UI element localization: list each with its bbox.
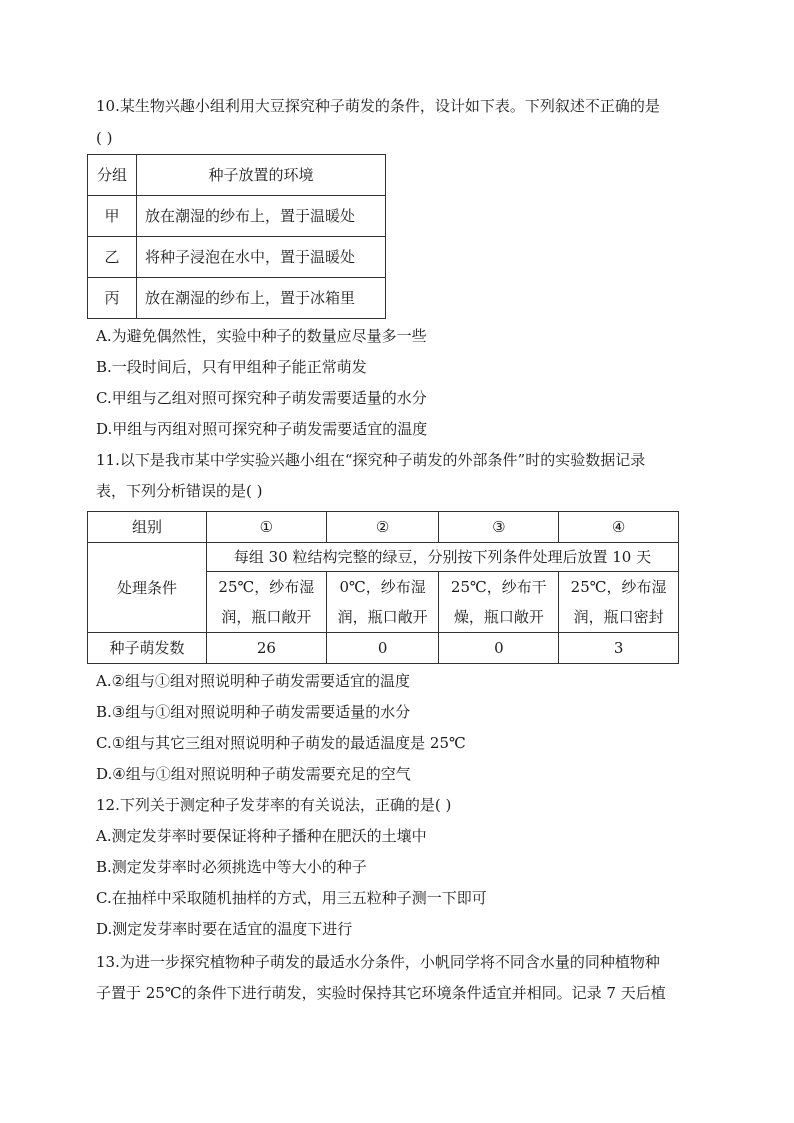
table-cell: 放在潮湿的纱布上，置于冰箱里 <box>137 278 386 319</box>
condition-line: 25℃，纱布湿 <box>218 578 315 596</box>
q11-option-b: B.③组与①组对照说明种子萌发需要适量的水分 <box>96 703 411 721</box>
table-row <box>88 155 386 196</box>
q10-stem-line2: ( ) <box>96 129 113 147</box>
q11-table <box>87 511 679 664</box>
table-header-cell: ① <box>207 512 327 543</box>
table-cell: 0 <box>326 633 439 664</box>
q11-stem-line2: 表，下列分析错误的是( ) <box>96 482 263 500</box>
q11-stem-line1: 11.以下是我市某中学实验兴趣小组在“探究种子萌发的外部条件”时的实验数据记录 <box>96 451 646 469</box>
table-cell: 3 <box>559 633 679 664</box>
table-cell <box>559 572 679 633</box>
condition-line: 燥，瓶口敞开 <box>453 608 544 626</box>
condition-line: 润，瓶口敞开 <box>337 608 428 626</box>
table-header-cell: ④ <box>559 512 679 543</box>
table-header-cell: ② <box>326 512 439 543</box>
q10-option-c: C.甲组与乙组对照可探究种子萌发需要适量的水分 <box>96 389 427 407</box>
table-cell <box>326 572 439 633</box>
q12-option-b: B.测定发芽率时必须挑选中等大小的种子 <box>96 858 367 876</box>
table-cell <box>207 572 327 633</box>
table-cell <box>439 572 559 633</box>
q10-stem-line1: 10.某生物兴趣小组利用大豆探究种子萌发的条件，设计如下表。下列叙述不正确的是 <box>96 97 660 115</box>
table-cell: 乙 <box>88 237 137 278</box>
q10-table <box>87 154 386 319</box>
q12-stem: 12.下列关于测定种子发芽率的有关说法，正确的是( ) <box>96 796 452 814</box>
table-header-cell: 分组 <box>88 155 137 196</box>
table-header-cell: ③ <box>439 512 559 543</box>
table-cell: 丙 <box>88 278 137 319</box>
table-row <box>88 543 679 572</box>
table-row-label: 种子萌发数 <box>88 633 207 664</box>
table-row <box>88 237 386 278</box>
table-cell: 0 <box>439 633 559 664</box>
condition-line: 润，瓶口敞开 <box>221 608 312 626</box>
condition-line: 25℃，纱布干 <box>450 578 547 596</box>
table-cell: 每组 30 粒结构完整的绿豆，分别按下列条件处理后放置 10 天 <box>207 543 679 572</box>
condition-line: 0℃，纱布湿 <box>339 578 426 596</box>
q12-option-a: A.测定发芽率时要保证将种子播种在肥沃的土壤中 <box>96 827 427 845</box>
table-row <box>88 196 386 237</box>
q11-option-a: A.②组与①组对照说明种子萌发需要适宜的温度 <box>96 672 411 690</box>
table-header-cell: 种子放置的环境 <box>137 155 386 196</box>
table-row-label: 处理条件 <box>88 543 207 633</box>
table-row <box>88 633 679 664</box>
table-header-cell: 组别 <box>88 512 207 543</box>
q10-option-b: B.一段时间后，只有甲组种子能正常萌发 <box>96 358 367 376</box>
condition-line: 润，瓶口密封 <box>573 608 664 626</box>
condition-line: 25℃，纱布湿 <box>570 578 667 596</box>
q13-line1: 13.为进一步探究植物种子萌发的最适水分条件，小帆同学将不同含水量的同种植物种 <box>96 953 660 971</box>
q12-option-d: D.测定发芽率时要在适宜的温度下进行 <box>96 920 353 938</box>
table-cell: 放在潮湿的纱布上，置于温暖处 <box>137 196 386 237</box>
table-cell: 将种子浸泡在水中，置于温暖处 <box>137 237 386 278</box>
q10-option-d: D.甲组与丙组对照可探究种子萌发需要适宜的温度 <box>96 420 428 438</box>
table-row <box>88 512 679 543</box>
q11-option-d: D.④组与①组对照说明种子萌发需要充足的空气 <box>96 765 411 783</box>
table-row <box>88 278 386 319</box>
q10-option-a: A.为避免偶然性，实验中种子的数量应尽量多一些 <box>96 327 427 345</box>
q13-line2: 子置于 25℃的条件下进行萌发，实验时保持其它环境条件适宜并相同。记录 7 天后植 <box>96 984 666 1002</box>
q12-option-c: C.在抽样中采取随机抽样的方式，用三五粒种子测一下即可 <box>96 889 487 907</box>
table-cell: 26 <box>207 633 327 664</box>
q11-option-c: C.①组与其它三组对照说明种子萌发的最适温度是 25℃ <box>96 734 466 752</box>
table-cell: 甲 <box>88 196 137 237</box>
